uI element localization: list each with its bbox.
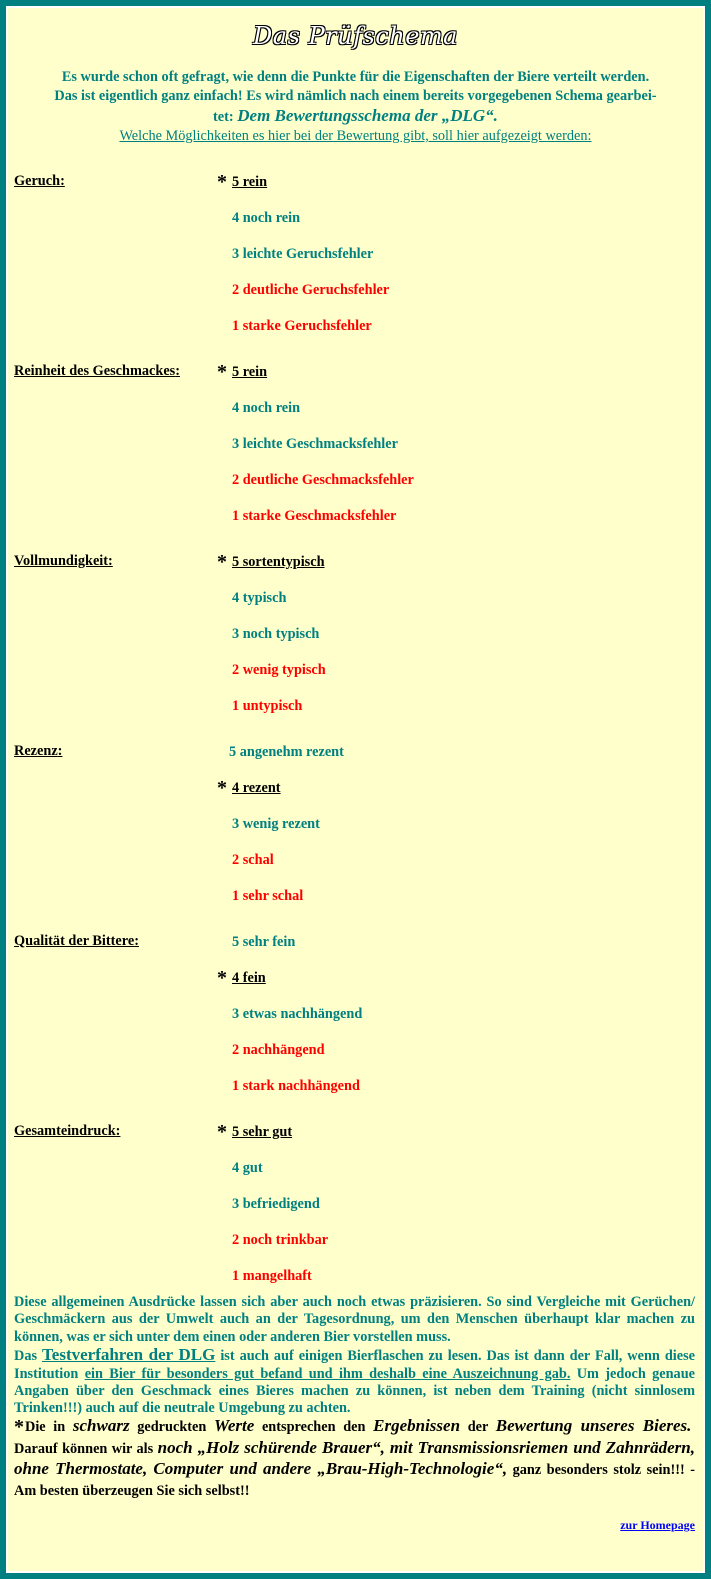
rating-option-selected (217, 967, 266, 990)
star-marker: * (217, 967, 227, 989)
rating-option (232, 1160, 263, 1177)
rating-option-text: 1 starke Geschmacksfehler (232, 508, 397, 524)
category-label: Geruch: (14, 173, 65, 189)
category-label-text: Gesamteindruck (14, 1123, 116, 1139)
conclusion-i: Darauf können wir als (14, 1440, 154, 1457)
conclusion-g: der (467, 1419, 489, 1435)
star-marker: * (217, 777, 227, 799)
category-label-text: Geruch (14, 173, 61, 189)
rating-option (232, 852, 274, 869)
content-panel (6, 6, 705, 1573)
rating-option-text: 4 noch rein (232, 400, 301, 416)
rating-option (232, 1232, 328, 1249)
explanation-paragraph (14, 1294, 695, 1418)
star-marker: * (14, 1416, 24, 1438)
intro-line-1: Es wurde schon oft gefragt, wie denn die Punkte für die Eigenschaften der Biere verteilt werden. (61, 69, 650, 85)
explanation-text-2: Das (14, 1348, 38, 1365)
explanation-text-4: Um jedoch genaue Angaben über den Geschmack eines Bieres machen zu können, ist neben dem Training (nicht sinnlosem Trinken!!!) auch auf die neutrale Umgebung zu achten. (14, 1365, 696, 1417)
star-marker: * (217, 171, 227, 193)
rating-option-text: 1 stark nachhängend (232, 1078, 360, 1094)
rating-option-text: 2 deutliche Geschmacksfehler (232, 472, 414, 488)
rating-option (232, 934, 295, 951)
rating-option-text: 5 rein (232, 174, 268, 190)
rating-option-text: 3 leichte Geschmacksfehler (232, 436, 398, 452)
star-marker: * (217, 551, 227, 573)
rating-option-text: 2 wenig typisch (232, 662, 326, 678)
conclusion-a: Die in (25, 1419, 66, 1435)
conclusion-j: noch „Holz schürende Brauer“, mit Transmissionsriemen und Zahnrädern, ohne Thermostate, Computer und andere „Brau-High-Technologie“, (14, 1437, 695, 1478)
rating-option (232, 662, 326, 679)
rating-option-text: 3 befriedigend (232, 1196, 320, 1212)
conclusion-b: schwarz (72, 1416, 130, 1435)
intro-line-4: Welche Möglichkeiten es hier bei der Bewertung gibt, soll hier aufgezeigt werden: (119, 128, 592, 144)
conclusion-e: entsprechen den (261, 1419, 366, 1435)
conclusion-paragraph (14, 1416, 695, 1501)
rating-option (232, 1196, 320, 1213)
rating-option-selected (217, 777, 281, 800)
rating-option-text: 4 noch rein (232, 210, 301, 226)
rating-option-text: 3 etwas nachhängend (232, 1006, 363, 1022)
rating-option-text: 3 wenig rezent (232, 816, 320, 832)
category-label: Vollmundigkeit: (14, 553, 113, 569)
rating-option (232, 1268, 312, 1285)
conclusion-d: Werte (214, 1416, 255, 1435)
intro-line-3 (16, 106, 695, 127)
category-label-text: Reinheit des Geschmackes (14, 363, 176, 379)
rating-option-text: 4 gut (232, 1160, 263, 1176)
rating-option-text: 4 rezent (232, 780, 281, 796)
intro-line-2: Das ist eigentlich ganz einfach! Es wird nämlich nach einem bereits vorgegebenen Schema gearbei- (54, 88, 657, 104)
rating-option (232, 210, 300, 227)
rating-option-text: 5 rein (232, 364, 268, 380)
rating-option-text: 1 starke Geruchsfehler (232, 318, 372, 334)
rating-option-text: 1 sehr schal (232, 888, 304, 904)
rating-option-selected (217, 171, 267, 194)
rating-option-text: 5 sehr fein (232, 934, 296, 950)
rating-option-text: 4 fein (232, 970, 266, 986)
rating-option-text: 5 angenehm rezent (229, 744, 344, 760)
rating-option-text: 1 untypisch (232, 698, 303, 714)
intro-text (16, 68, 695, 146)
rating-option (232, 400, 300, 417)
rating-option-text: 2 deutliche Geruchsfehler (232, 282, 390, 298)
rating-option-selected (217, 361, 267, 384)
rating-option (232, 698, 302, 715)
category-label-text: Vollmundigkeit (14, 553, 109, 569)
category-label: Gesamteindruck: (14, 1123, 121, 1139)
star-marker: * (217, 361, 227, 383)
category-label: Rezenz: (14, 743, 63, 759)
award-note: ein Bier für besonders gut befand und ihm deshalb eine Auszeichnung gab. (84, 1365, 571, 1382)
explanation-text-3: ist auch auf einigen Bierflaschen zu lesen. Das ist dann der Fall, wenn diese Institution (14, 1348, 696, 1382)
rating-option-text: 4 typisch (232, 590, 287, 606)
conclusion-h: Bewertung unseres Bieres. (495, 1416, 692, 1435)
testverfahren-label: Testverfahren der DLG (42, 1345, 216, 1365)
rating-option (229, 744, 344, 761)
rating-option-selected (217, 1121, 292, 1144)
conclusion-k: ganz besonders stolz sein!!! - Am besten überzeugen Sie sich selbst!! (14, 1462, 695, 1499)
rating-option (232, 472, 414, 489)
category-label-text: Rezenz (14, 743, 58, 759)
dlg-schema-label: Dem Bewertungsschema der „DLG“. (237, 106, 498, 125)
rating-option (232, 1006, 362, 1023)
rating-option-text: 5 sehr gut (232, 1124, 293, 1140)
rating-option (232, 626, 319, 643)
explanation-text-1: Diese allgemeinen Ausdrücke lassen sich aber auch noch etwas präzisieren. So sind Vergleiche mit Gerüchen/ Geschmäckern aus der Umwelt auch an der Tagesordnung, um den Menschen überhaupt klar machen zu können, was er sich unter dem einen oder anderen Bier vorstellen muss. (14, 1294, 695, 1345)
intro-line-3-prefix: tet: (213, 109, 234, 125)
rating-option-text: 3 leichte Geruchsfehler (232, 246, 374, 262)
rating-option (232, 816, 320, 833)
rating-option (232, 246, 373, 263)
homepage-link[interactable]: zur Homepage (620, 1518, 695, 1532)
rating-option-text: 5 sortentypisch (232, 554, 325, 570)
rating-option-selected (217, 551, 325, 574)
category-label-text: Qualität der Bittere (14, 933, 135, 949)
star-marker: * (217, 1121, 227, 1143)
rating-option (232, 888, 303, 905)
conclusion-c: gedruckten (137, 1419, 207, 1435)
category-label: Reinheit des Geschmackes: (14, 363, 180, 379)
rating-option-text: 2 noch trinkbar (232, 1232, 329, 1248)
category-label: Qualität der Bittere: (14, 933, 139, 949)
rating-option (232, 590, 286, 607)
rating-option (232, 436, 398, 453)
rating-option-text: 2 nachhängend (232, 1042, 325, 1058)
rating-option (232, 282, 389, 299)
rating-option (232, 508, 396, 525)
rating-option-text: 3 noch typisch (232, 626, 320, 642)
conclusion-f: Ergebnissen (373, 1416, 461, 1435)
page-title: Das Prüfschema (253, 22, 458, 50)
rating-option (232, 1042, 325, 1059)
rating-option (232, 1078, 360, 1095)
rating-option-text: 1 mangelhaft (232, 1268, 312, 1284)
rating-option-text: 2 schal (232, 852, 274, 868)
rating-option (232, 318, 372, 335)
